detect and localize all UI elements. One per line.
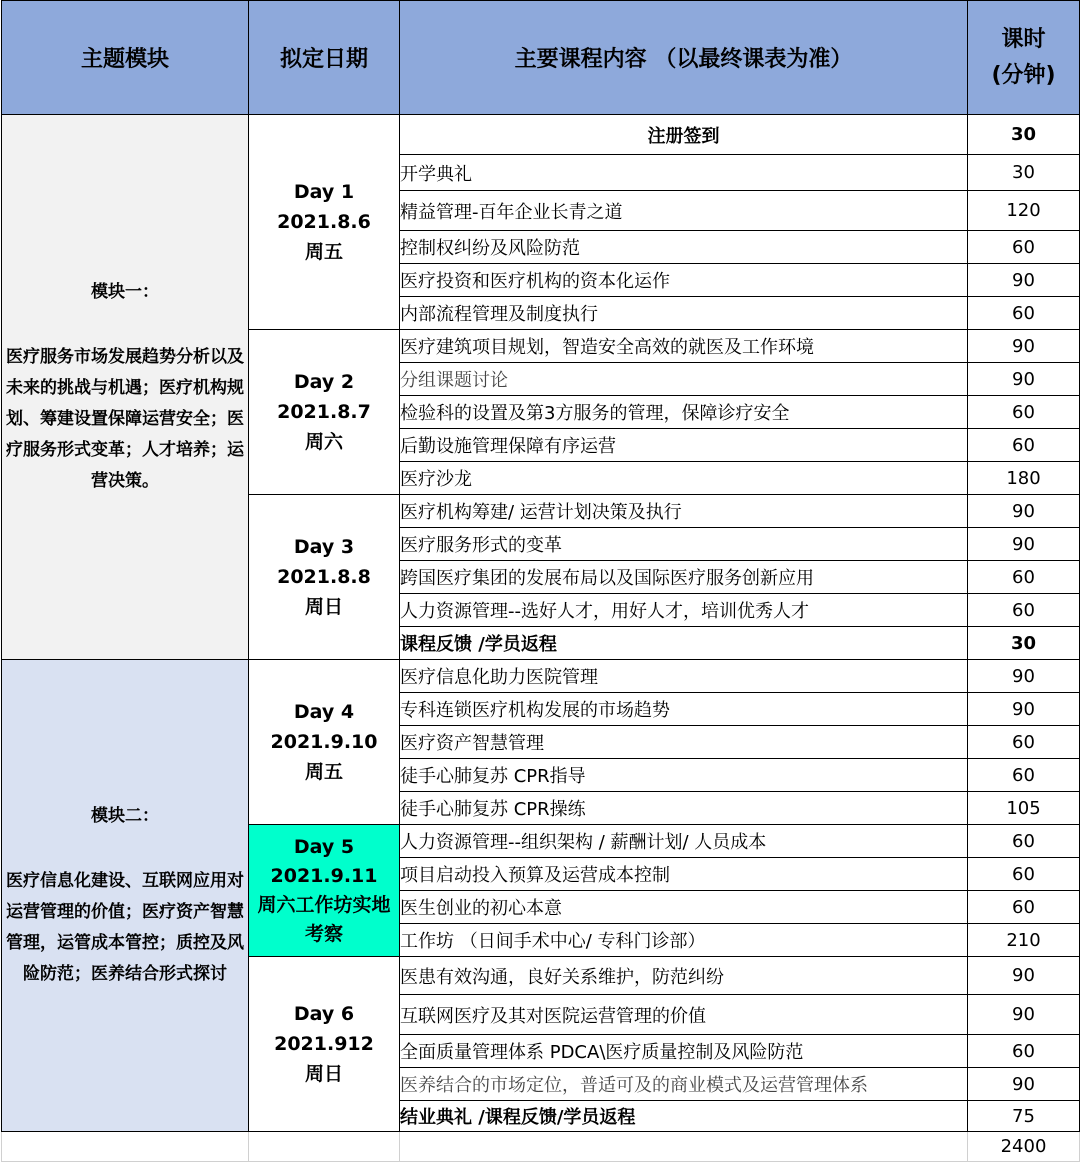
session-title: 全面质量管理体系 PDCA\医疗质量控制及风险防范 (400, 1035, 968, 1068)
session-minutes: 90 (968, 330, 1080, 363)
day-label: Day 2 (293, 371, 355, 393)
day-label: Day 3 (293, 536, 355, 558)
session-minutes: 60 (968, 759, 1080, 792)
session-title: 后勤设施管理保障有序运营 (400, 429, 968, 462)
day-date: 2021.9.11 (270, 864, 378, 887)
day-5-cell (249, 825, 400, 957)
header-duration-line1: 课时 (1001, 26, 1046, 52)
session-minutes: 30 (968, 627, 1080, 660)
session-title: 医疗机构筹建/ 运营计划决策及执行 (400, 495, 968, 528)
day-label: Day 1 (293, 181, 355, 203)
total-minutes: 2400 (968, 1132, 1080, 1162)
empty-cell (249, 1132, 400, 1162)
session-minutes: 90 (968, 957, 1080, 995)
session-minutes: 60 (968, 561, 1080, 594)
day-weekday: 周五 (304, 761, 343, 783)
session-title: 医养结合的市场定位，普适可及的商业模式及运营管理体系 (400, 1068, 968, 1101)
day-weekday: 周五 (304, 241, 343, 263)
session-title: 项目启动投入预算及运营成本控制 (400, 858, 968, 891)
day-date: 2021.8.8 (277, 566, 371, 588)
table-row (2, 115, 1080, 155)
session-minutes: 90 (968, 495, 1080, 528)
session-minutes: 60 (968, 858, 1080, 891)
session-title: 医疗服务形式的变革 (400, 528, 968, 561)
session-minutes: 30 (968, 155, 1080, 191)
header-duration (968, 1, 1080, 115)
session-minutes: 30 (968, 115, 1080, 155)
day-date: 2021.912 (274, 1033, 374, 1055)
session-title: 分组课题讨论 (400, 363, 968, 396)
session-title: 工作坊 （日间手术中心/ 专科门诊部） (400, 924, 968, 957)
session-title: 精益管理-百年企业长青之道 (400, 191, 968, 231)
session-title: 医疗信息化助力医院管理 (400, 660, 968, 693)
session-title: 控制权纠纷及风险防范 (400, 231, 968, 264)
session-title: 开学典礼 (400, 155, 968, 191)
session-minutes: 60 (968, 429, 1080, 462)
session-minutes: 60 (968, 297, 1080, 330)
session-minutes: 60 (968, 231, 1080, 264)
session-minutes: 105 (968, 792, 1080, 825)
day-4-cell (249, 660, 400, 825)
session-minutes: 180 (968, 462, 1080, 495)
header-date: 拟定日期 (249, 1, 400, 115)
day-date: 2021.8.6 (277, 211, 371, 233)
module-1-description: 医疗服务市场发展趋势分析以及未来的挑战与机遇；医疗机构规划、筹建设置保障运营安全；医疗服务形式变革；人才培养；运营决策。 (6, 347, 244, 491)
day-2-cell (249, 330, 400, 495)
session-minutes: 60 (968, 891, 1080, 924)
header-content: 主要课程内容 （以最终课表为准） (400, 1, 968, 115)
module-2-title: 模块二： (91, 806, 159, 826)
session-minutes: 90 (968, 1068, 1080, 1101)
session-title: 结业典礼 /课程反馈/学员返程 (400, 1101, 968, 1132)
empty-cell (2, 1132, 249, 1162)
session-minutes: 75 (968, 1101, 1080, 1132)
session-minutes: 90 (968, 995, 1080, 1035)
module-2-description: 医疗信息化建设、互联网应用对运营管理的价值；医疗资产智慧管理，运管成本管控；质控及风险防范；医养结合形式探讨 (6, 871, 244, 984)
session-minutes: 90 (968, 528, 1080, 561)
day-weekday: 周六 (304, 431, 343, 453)
session-title: 跨国医疗集团的发展布局以及国际医疗服务创新应用 (400, 561, 968, 594)
session-title: 医疗沙龙 (400, 462, 968, 495)
session-title: 内部流程管理及制度执行 (400, 297, 968, 330)
session-title: 医疗资产智慧管理 (400, 726, 968, 759)
session-title: 医疗投资和医疗机构的资本化运作 (400, 264, 968, 297)
course-schedule-table (1, 0, 1080, 1162)
header-row (2, 1, 1080, 115)
day-date: 2021.9.10 (270, 731, 378, 753)
session-title: 徒手心肺复苏 CPR指导 (400, 759, 968, 792)
session-title: 注册签到 (400, 115, 968, 155)
session-title: 互联网医疗及其对医院运营管理的价值 (400, 995, 968, 1035)
session-minutes: 90 (968, 660, 1080, 693)
header-module: 主题模块 (2, 1, 249, 115)
session-minutes: 60 (968, 1035, 1080, 1068)
session-minutes: 60 (968, 726, 1080, 759)
day-6-cell (249, 957, 400, 1132)
session-title: 医患有效沟通，良好关系维护，防范纠纷 (400, 957, 968, 995)
total-row (2, 1132, 1080, 1162)
session-minutes: 60 (968, 594, 1080, 627)
day-weekday: 周日 (304, 596, 343, 618)
session-minutes: 90 (968, 264, 1080, 297)
module-2-cell (2, 660, 249, 1132)
session-title: 专科连锁医疗机构发展的市场趋势 (400, 693, 968, 726)
day-label: Day 4 (293, 701, 355, 723)
header-duration-line2: (分钟) (991, 62, 1056, 88)
table-row (2, 660, 1080, 693)
session-title: 检验科的设置及第3方服务的管理，保障诊疗安全 (400, 396, 968, 429)
day-3-cell (249, 495, 400, 660)
module-1-title: 模块一： (91, 282, 159, 302)
day-weekday: 周六工作坊实地考察 (257, 893, 391, 945)
session-title: 人力资源管理--选好人才，用好人才，培训优秀人才 (400, 594, 968, 627)
day-label: Day 6 (293, 1003, 355, 1025)
session-minutes: 120 (968, 191, 1080, 231)
module-1-cell (2, 115, 249, 660)
day-label: Day 5 (293, 835, 355, 858)
session-minutes: 90 (968, 693, 1080, 726)
empty-cell (400, 1132, 968, 1162)
session-minutes: 60 (968, 396, 1080, 429)
day-weekday: 周日 (304, 1063, 343, 1085)
session-title: 医疗建筑项目规划，智造安全高效的就医及工作环境 (400, 330, 968, 363)
session-minutes: 60 (968, 825, 1080, 858)
day-1-cell (249, 115, 400, 330)
session-title: 课程反馈 /学员返程 (400, 627, 968, 660)
session-minutes: 90 (968, 363, 1080, 396)
session-title: 人力资源管理--组织架构 / 薪酬计划/ 人员成本 (400, 825, 968, 858)
session-minutes: 210 (968, 924, 1080, 957)
day-date: 2021.8.7 (277, 401, 371, 423)
session-title: 医生创业的初心本意 (400, 891, 968, 924)
session-title: 徒手心肺复苏 CPR操练 (400, 792, 968, 825)
